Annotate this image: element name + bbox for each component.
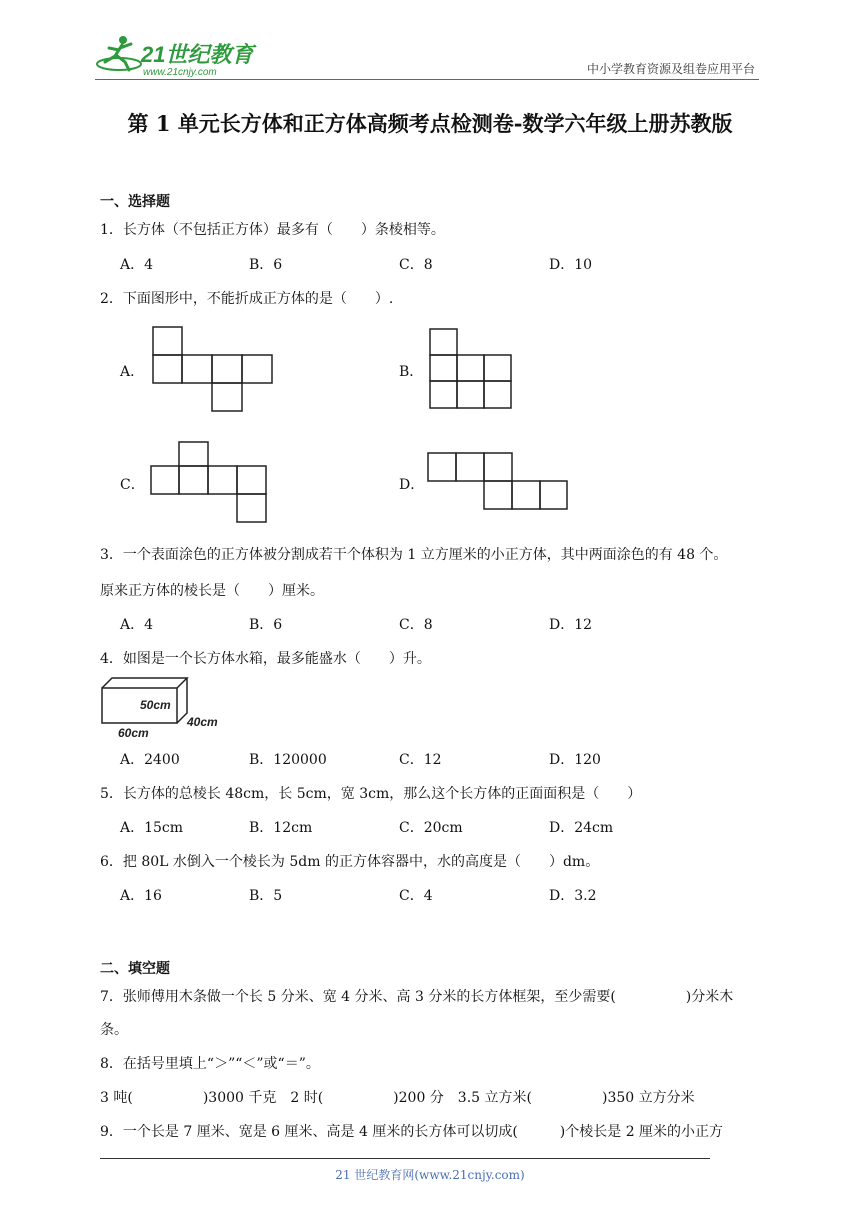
question-3-line1: 3．一个表面涂色的正方体被分割成若干个体积为 1 立方厘米的小正方体，其中两面涂色的有 48 个。 <box>100 547 728 563</box>
q4-option-a: A．2400 <box>120 752 180 768</box>
platform-name: 中小学教育资源及组卷应用平台 <box>586 62 755 76</box>
question-1: 1．长方体（不包括正方体）最多有（ ）条棱相等。 <box>100 222 445 238</box>
q6-option-a: A．16 <box>120 888 162 904</box>
q3-option-b: B．6 <box>249 617 283 633</box>
q1-option-b: B．6 <box>249 257 283 273</box>
question-3-line2: 原来正方体的棱长是（ ）厘米。 <box>100 583 324 599</box>
box-length-label: 60cm <box>118 726 149 740</box>
question-9-line1: 9．一个长是 7 厘米、宽是 6 厘米、高是 4 厘米的长方体可以切成( )个棱长是 2 厘米的小正方 <box>100 1124 724 1140</box>
q2-option-b-label: B． <box>399 364 424 380</box>
question-8-line1: 8．在括号里填上“＞”“＜”或“＝”。 <box>100 1056 320 1072</box>
q5-option-c: C．20cm <box>399 820 463 836</box>
footer-divider <box>100 1158 710 1159</box>
page-title: 第 1 单元长方体和正方体高频考点检测卷-数学六年级上册苏教版 <box>127 111 733 136</box>
q5-option-d: D．24cm <box>549 820 614 836</box>
header-divider <box>95 79 759 80</box>
logo <box>95 32 260 82</box>
cube-net-d <box>427 452 569 512</box>
logo-text: 21世纪教育 <box>141 42 254 67</box>
q5-option-a: A．15cm <box>120 820 184 836</box>
cube-net-a <box>152 326 274 412</box>
question-2: 2．下面图形中，不能折成正方体的是（ ）. <box>100 291 394 307</box>
cube-net-b <box>429 328 513 410</box>
question-5: 5．长方体的总棱长 48cm，长 5cm，宽 3cm，那么这个长方体的正面面积是（ ） <box>100 786 642 802</box>
question-8-line2: 3 吨( )3000 千克 2 时( )200 分 3.5 立方米( )350 立方分米 <box>100 1090 695 1106</box>
cube-net-c <box>150 440 268 524</box>
logo-runner-icon <box>95 32 260 82</box>
q2-option-d-label: D． <box>399 477 425 493</box>
question-4: 4．如图是一个长方体水箱，最多能盛水（ ）升。 <box>100 651 431 667</box>
footer-link[interactable]: 21 世纪教育网(www.21cnjy.com) <box>335 1168 525 1182</box>
q1-option-c: C．8 <box>399 257 433 273</box>
question-7-line2: 条。 <box>100 1022 128 1038</box>
q4-option-b: B．120000 <box>249 752 327 768</box>
q1-option-a: A．4 <box>120 257 154 273</box>
q3-option-c: C．8 <box>399 617 433 633</box>
q3-option-d: D．12 <box>549 617 593 633</box>
q6-option-d: D．3.2 <box>549 888 597 904</box>
q2-option-c-label: C． <box>120 477 145 493</box>
question-7-line1: 7．张师傅用木条做一个长 5 分米、宽 4 分米、高 3 分米的长方体框架，至少需要( )分米木 <box>100 989 734 1005</box>
box-width-label: 40cm <box>187 715 218 729</box>
q6-option-b: B．5 <box>249 888 283 904</box>
section-heading-fill: 二、填空题 <box>100 961 170 977</box>
q1-option-d: D．10 <box>549 257 593 273</box>
q4-option-d: D．120 <box>549 752 601 768</box>
q4-option-c: C．12 <box>399 752 442 768</box>
q5-option-b: B．12cm <box>249 820 313 836</box>
q6-option-c: C．4 <box>399 888 433 904</box>
q3-option-a: A．4 <box>120 617 154 633</box>
q2-option-a-label: A． <box>120 364 145 380</box>
water-tank-box <box>100 676 230 740</box>
section-heading-choice: 一、选择题 <box>100 194 170 210</box>
box-height-label: 50cm <box>140 698 171 712</box>
logo-url: www.21cnjy.com <box>143 67 217 78</box>
question-6: 6．把 80L 水倒入一个棱长为 5dm 的正方体容器中，水的高度是（ ）dm。 <box>100 854 600 870</box>
